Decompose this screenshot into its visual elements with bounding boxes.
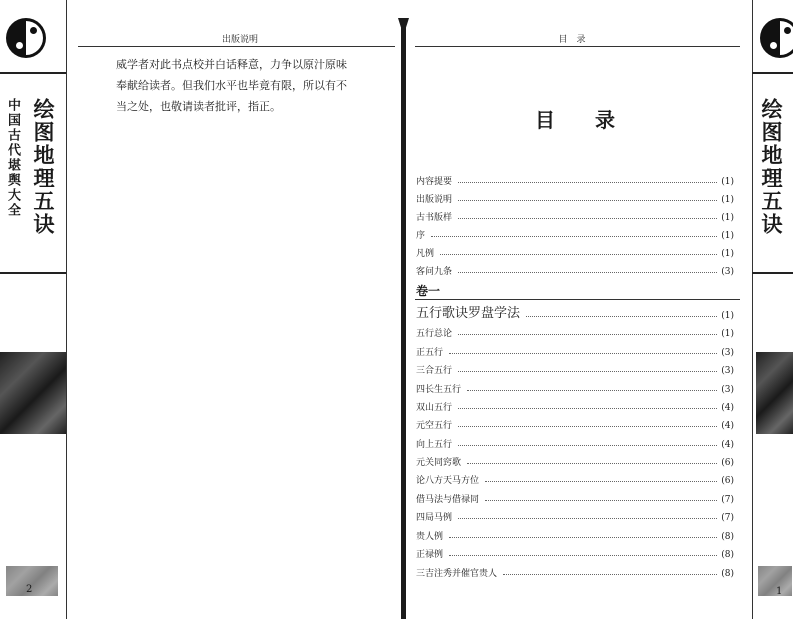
floral-corner-decoration [758, 566, 792, 596]
body-line: 当之处，也敬请读者批评，指正。 [116, 100, 281, 113]
toc-title: 目 录 [535, 108, 615, 132]
toc-entry: 出版说明 (1) [416, 195, 734, 205]
taiji-logo-icon [760, 18, 793, 58]
toc-entry: 正禄例 (8) [416, 550, 734, 560]
right-running-header: 目 录 [558, 35, 586, 45]
toc-entry: 双山五行 (4) [416, 403, 734, 413]
left-header-rule [78, 46, 395, 47]
toc-entry: 客问九条 (3) [416, 267, 734, 277]
right-side-band-top [752, 72, 793, 74]
right-header-rule [415, 46, 740, 47]
toc-entry: 三合五行 (3) [416, 366, 734, 376]
toc-entry: 正五行 (3) [416, 348, 734, 358]
toc-entry: 借马法与借禄同 (7) [416, 495, 734, 505]
toc-entry: 五行总论 (1) [416, 329, 734, 339]
side-book-title: 绘图地理五诀 [31, 98, 56, 236]
buddha-decoration-image [0, 352, 66, 434]
spine-top-mark [398, 18, 409, 32]
left-margin-rule [66, 0, 67, 619]
toc-entry: 元关同窍歌 (6) [416, 458, 734, 468]
section-rule [415, 299, 740, 300]
book-spine [401, 18, 406, 619]
toc-entry: 元空五行 (4) [416, 421, 734, 431]
side-series-text: 中国古代堪舆大全 [5, 98, 20, 218]
right-side-book-title: 绘图地理五诀 [759, 98, 784, 236]
side-band-top [0, 72, 66, 74]
taiji-logo-icon [6, 18, 46, 58]
body-line: 威学者对此书点校并白话释意，力争以原汁原味 [116, 58, 347, 71]
right-margin-rule [752, 0, 753, 619]
toc-entry: 论八方天马方位 (6) [416, 476, 734, 486]
toc-entry: 序 (1) [416, 231, 734, 241]
toc-entry: 凡例 (1) [416, 249, 734, 259]
toc-entry: 四长生五行 (3) [416, 385, 734, 395]
left-page-number: 2 [26, 584, 33, 595]
toc-section-heading: 卷一 [416, 284, 441, 298]
toc-entry: 四局马例 (7) [416, 513, 734, 523]
toc-chapter-entry: 五行歌诀罗盘学法 (1) [416, 306, 734, 321]
left-body-text [116, 54, 376, 117]
left-running-header: 出版说明 [221, 35, 258, 45]
buddha-decoration-image [756, 352, 793, 434]
right-page-number: 1 [776, 586, 783, 597]
toc-entry: 古书版样 (1) [416, 213, 734, 223]
side-band-mid [0, 272, 66, 274]
toc-entry: 内容提要 (1) [416, 177, 734, 187]
right-side-band-mid [752, 272, 793, 274]
toc-entry: 贵人例 (8) [416, 532, 734, 542]
toc-entry: 三吉注秀并催官贵人 (8) [416, 569, 734, 579]
body-line: 奉献给读者。但我们水平也毕竟有限，所以有不 [116, 79, 347, 92]
toc-entry: 向上五行 (4) [416, 440, 734, 450]
